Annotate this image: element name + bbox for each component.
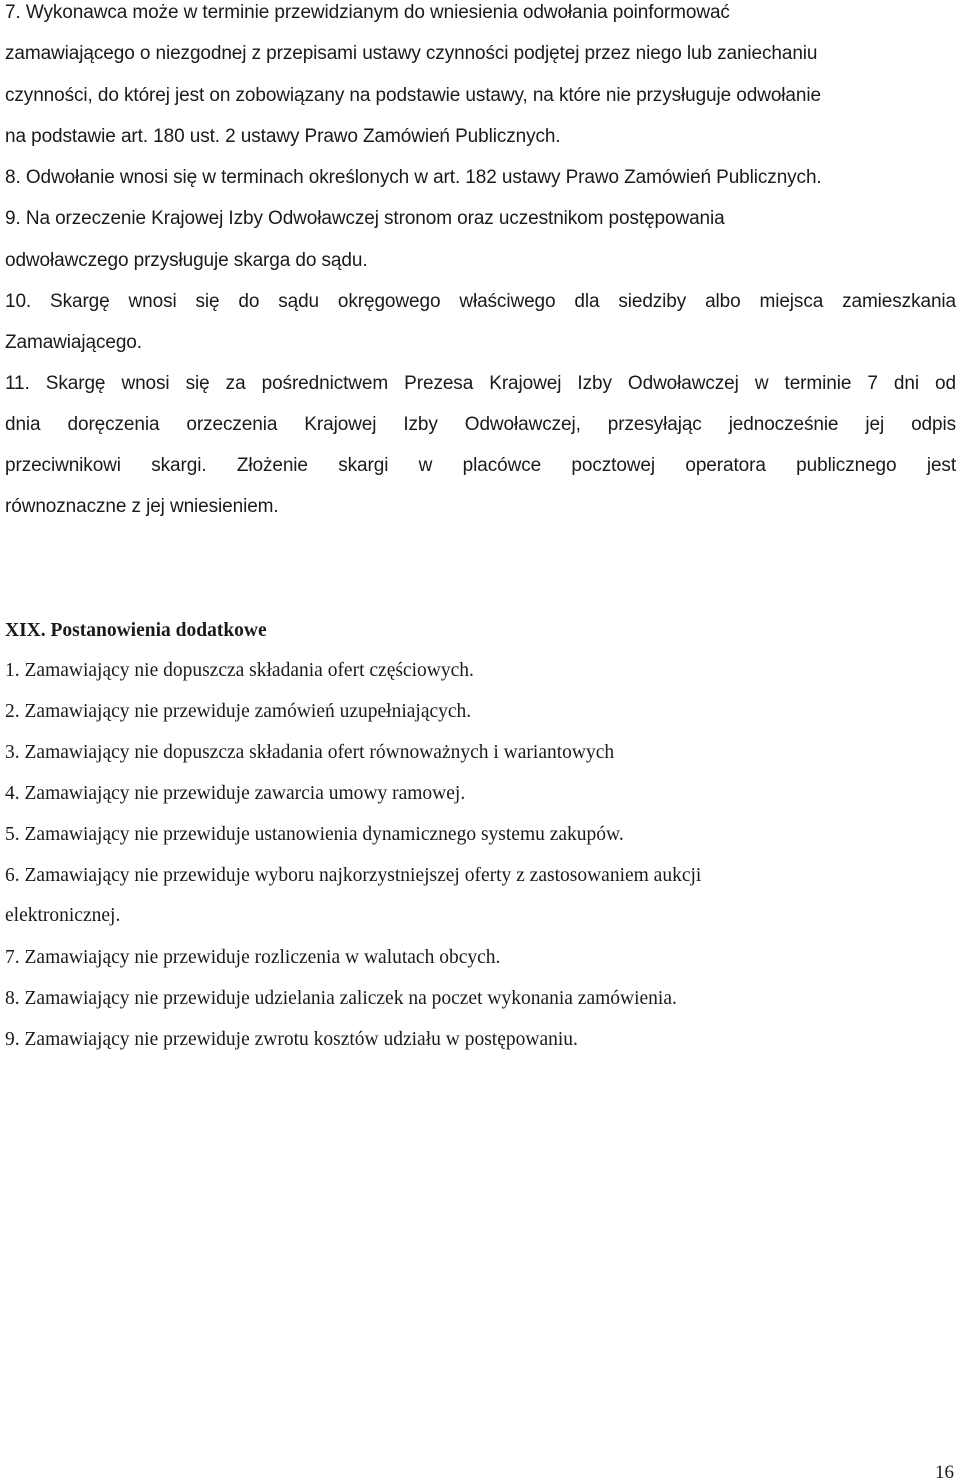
paragraph-10-line-2: Zamawiającego. bbox=[5, 332, 142, 353]
paragraph-9-line-1: 9. Na orzeczenie Krajowej Izby Odwoławczej stronom oraz uczestnikom postępowania bbox=[5, 208, 725, 229]
paragraph-10-line-1: 10. Skargę wnosi się do sądu okręgowego właściwego dla siedziby albo miejsca zamieszkania bbox=[5, 291, 956, 312]
paragraph-7-line-4: na podstawie art. 180 ust. 2 ustawy Prawo Zamówień Publicznych. bbox=[5, 126, 561, 147]
list-item: 8. Zamawiający nie przewiduje udzielania zaliczek na poczet wykonania zamówienia. bbox=[5, 988, 677, 1009]
paragraph-8-line-1: 8. Odwołanie wnosi się w terminach określonych w art. 182 ustawy Prawo Zamówień Publicznych. bbox=[5, 167, 822, 188]
list-item: 3. Zamawiający nie dopuszcza składania ofert równoważnych i wariantowych bbox=[5, 742, 615, 763]
list-item: 5. Zamawiający nie przewiduje ustanowienia dynamicznego systemu zakupów. bbox=[5, 824, 624, 845]
list-item: 4. Zamawiający nie przewiduje zawarcia umowy ramowej. bbox=[5, 783, 466, 804]
paragraph-7-line-3: czynności, do której jest on zobowiązany na podstawie ustawy, na które nie przysługuje odwołanie bbox=[5, 85, 821, 106]
paragraph-7-line-2: zamawiającego o niezgodnej z przepisami ustawy czynności podjętej przez niego lub zaniechaniu bbox=[5, 43, 818, 64]
section-heading: XIX. Postanowienia dodatkowe bbox=[5, 620, 267, 641]
paragraph-11-line-4: równoznaczne z jej wniesieniem. bbox=[5, 496, 279, 517]
list-item: 1. Zamawiający nie dopuszcza składania ofert częściowych. bbox=[5, 660, 474, 681]
list-item-continuation: elektronicznej. bbox=[5, 905, 121, 926]
list-item: 2. Zamawiający nie przewiduje zamówień uzupełniających. bbox=[5, 701, 472, 722]
list-item: 9. Zamawiający nie przewiduje zwrotu kosztów udziału w postępowaniu. bbox=[5, 1029, 578, 1050]
paragraph-7-line-1: 7. Wykonawca może w terminie przewidzianym do wniesienia odwołania poinformować bbox=[5, 2, 730, 23]
paragraph-11-line-1: 11. Skargę wnosi się za pośrednictwem Prezesa Krajowej Izby Odwoławczej w terminie 7 dni od bbox=[5, 373, 956, 394]
list-item: 6. Zamawiający nie przewiduje wyboru najkorzystniejszej oferty z zastosowaniem aukcji bbox=[5, 865, 702, 886]
paragraph-11-line-2: dnia doręczenia orzeczenia Krajowej Izby Odwoławczej, przesyłając jednocześnie jej odpis bbox=[5, 414, 956, 435]
paragraph-9-line-2: odwoławczego przysługuje skarga do sądu. bbox=[5, 250, 368, 271]
page-number: 16 bbox=[935, 1462, 954, 1483]
list-item: 7. Zamawiający nie przewiduje rozliczenia w walutach obcych. bbox=[5, 947, 501, 968]
paragraph-11-line-3: przeciwnikowi skargi. Złożenie skargi w placówce pocztowej operatora publicznego jest bbox=[5, 455, 956, 476]
